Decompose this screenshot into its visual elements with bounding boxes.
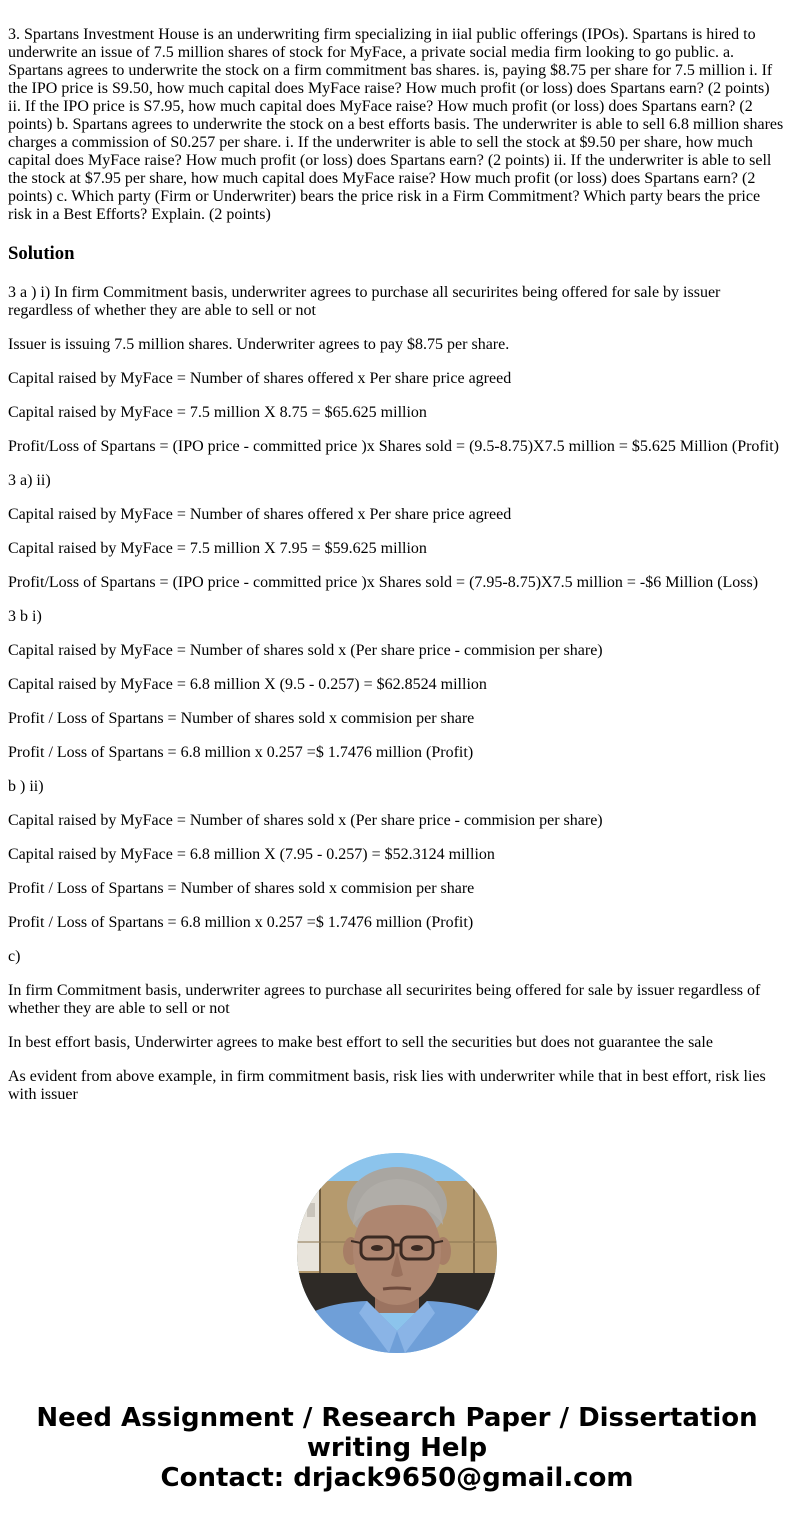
solution-paragraph: Issuer is issuing 7.5 million shares. Underwriter agrees to pay $8.75 per share. — [8, 336, 510, 353]
solution-paragraph: Capital raised by MyFace = 6.8 million X (7.95 - 0.257) = $52.3124 million — [8, 846, 495, 863]
solution-subheading: c) — [8, 948, 21, 965]
question-text: 3. Spartans Investment House is an underwriting firm specializing in iial public offerings (IPOs). Spartans is hired to underwrite an issue of 7.5 million shares of stock for MyFace, a private social media firm looking to go public. a. Spartans agrees to underwrite the stock on a firm commitment bas shares. is, paying $8.75 per share for 7.5 million i. If the IPO price is S9.50, how much capital does MyFace raise? How much profit (or loss) does Spartans earn? (2 points) ii. If the IPO price is S7.95, how much capital does MyFace raise? How much profit (or loss) does Spartans earn? (2 points) b. Spartans agrees to underwrite the stock on a best efforts basis. The underwriter is able to sell 6.8 million shares charges a commission of S0.257 per share. i. If the underwriter is able to sell the stock at $9.50 per share, how much capital does MyFace raise? How much profit (or loss) does Spartans earn? (2 points) ii. If the underwriter is able to sell the stock at $7.95 per share, how much capital does MyFace raise? How much profit (or loss) does Spartans earn? (2 points) c. Which party (Firm or Underwriter) bears the price risk in a Firm Commitment? Which party bears the price risk in a Best Efforts? Explain. (2 points) — [8, 26, 784, 223]
solution-heading: Solution — [8, 243, 75, 264]
promo-line-2: writing Help — [306, 1433, 488, 1463]
solution-subheading: 3 b i) — [8, 608, 42, 625]
solution-body — [8, 284, 786, 1104]
solution-paragraph: As evident from above example, in firm commitment basis, risk lies with underwriter while that in best effort, risk lies with issuer — [8, 1068, 766, 1103]
solution-paragraph: Profit/Loss of Spartans = (IPO price - committed price )x Shares sold = (7.95-8.75)X7.5 million = -$6 Million (Loss) — [8, 574, 759, 591]
solution-paragraph: Capital raised by MyFace = 7.5 million X 7.95 = $59.625 million — [8, 540, 427, 557]
solution-paragraph: Capital raised by MyFace = Number of shares sold x (Per share price - commision per share) — [8, 812, 603, 829]
solution-paragraph: Profit/Loss of Spartans = (IPO price - committed price )x Shares sold = (9.5-8.75)X7.5 million = $5.625 Million (Profit) — [8, 438, 779, 455]
solution-paragraph: Capital raised by MyFace = Number of shares offered x Per share price agreed — [8, 506, 512, 523]
solution-subheading: 3 a) ii) — [8, 472, 51, 489]
portrait-photo-icon — [297, 1153, 497, 1353]
solution-paragraph: Capital raised by MyFace = Number of shares sold x (Per share price - commision per share) — [8, 642, 603, 659]
solution-paragraph: In best effort basis, Underwirter agrees to make best effort to sell the securities but does not guarantee the sale — [8, 1034, 713, 1051]
solution-subheading: b ) ii) — [8, 778, 44, 795]
solution-paragraph: Profit / Loss of Spartans = 6.8 million x 0.257 =$ 1.7476 million (Profit) — [8, 914, 474, 931]
solution-paragraph: 3 a ) i) In firm Commitment basis, underwriter agrees to purchase all securirites being offered for sale by issuer regardless of whether they are able to sell or not — [8, 284, 721, 319]
solution-paragraph: In firm Commitment basis, underwriter agrees to purchase all securirites being offered for sale by issuer regardless of whether they are able to sell or not — [8, 982, 761, 1017]
author-avatar — [297, 1153, 497, 1353]
solution-paragraph: Capital raised by MyFace = 6.8 million X (9.5 - 0.257) = $62.8524 million — [8, 676, 487, 693]
document-content — [8, 26, 786, 1104]
solution-paragraph: Capital raised by MyFace = Number of shares offered x Per share price agreed — [8, 370, 512, 387]
promo-contact: Contact: drjack9650@gmail.com — [160, 1463, 634, 1493]
solution-paragraph: Profit / Loss of Spartans = Number of shares sold x commision per share — [8, 710, 475, 727]
promo-banner — [0, 1403, 794, 1493]
solution-paragraph: Profit / Loss of Spartans = 6.8 million x 0.257 =$ 1.7476 million (Profit) — [8, 744, 474, 761]
promo-line-1: Need Assignment / Research Paper / Dissertation — [36, 1403, 758, 1433]
solution-paragraph: Profit / Loss of Spartans = Number of shares sold x commision per share — [8, 880, 475, 897]
solution-paragraph: Capital raised by MyFace = 7.5 million X 8.75 = $65.625 million — [8, 404, 427, 421]
